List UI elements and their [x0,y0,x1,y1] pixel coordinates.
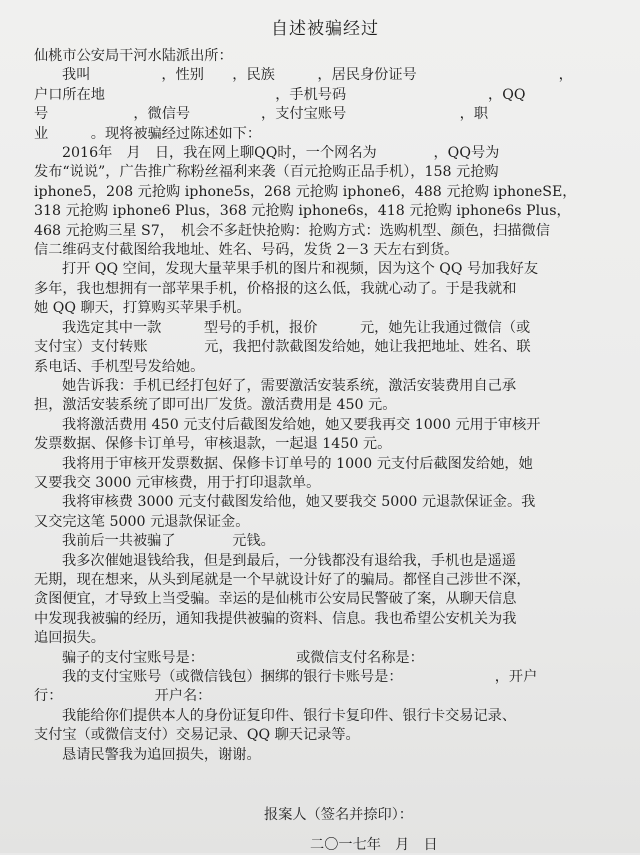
body-line: 我多次催她退钱给我，但是到最后，一分钱都没有退给我，手机也是遥遥 [62,552,517,569]
body-line: 贪图便宜，才导致上当受骗。幸运的是仙桃市公安局民警破了案，从聊天信息 [34,591,517,608]
personal-info-line: 业 。现将被骗经过陈述如下： [34,125,262,142]
body-line: 支付宝（或微信支付）交易记录、QQ 聊天记录等。 [34,727,360,744]
body-line: 2016年 月 日，我在网上聊QQ时，一个网名为 ，QQ号为 [62,145,500,162]
body-line: 信二维码支付截图给我地址、姓名、号码，发货 2－3 天左右到货。 [34,242,459,259]
body-line: 打开 QQ 空间，发现大量苹果手机的图片和视频，因为这个 QQ 号加我好友 [62,261,539,278]
date-line: 二〇一七年 月 日 [310,837,438,854]
body-line: 无期，现在想来，从头到尾就是一个早就设计好了的骗局。都怪自己涉世不深， [34,571,531,588]
body-line: 系电话、手机型号发给她。 [34,358,205,375]
personal-info-line: 我叫 ，性别 ，民族 ，居民身份证号 ， [62,67,573,84]
body-line: 她 QQ 聊天，打算购买苹果手机。 [34,300,251,317]
body-line: 468 元抢购三星 S7， 机会不多赶快抢购：抢购方式：选购机型、颜色，扫描微信 [34,222,550,239]
body-line: 又要我交 3000 元审核费，用于打印退款单。 [34,474,321,491]
body-line: 发布“说说”，广告推广称粉丝福利来袭（百元抢购正品手机），158 元抢购 [34,164,499,181]
body-line: 又交完这笔 5000 元退款保证金。 [34,513,250,530]
body-line: 我前后一共被骗了 元钱。 [62,533,275,550]
body-line: 我将用于审核开发票数据、保修卡订单号的 1000 元支付后截图发给她，她 [62,455,533,472]
body-line: 318 元抢购 iphone6 Plus，368 元抢购 iphone6s，418 元抢购 iphone6s Plus， [34,203,571,220]
body-line: 追回损失。 [34,630,105,647]
body-line: 我选定其中一款 型号的手机，报价 元，她先让我通过微信（或 [62,319,531,336]
account-info-line: 我的支付宝账号（或微信钱包）捆绑的银行卡账号是： ，开户 [62,669,538,685]
personal-info-line: 号 ，微信号 ，支付宝账号 ，职 [34,106,489,123]
account-info-line: 行： 开户名： [34,688,212,705]
body-line: 多年，我也想拥有一部苹果手机，价格报的这么低，我就心动了。于是我就和 [34,280,517,297]
body-line: 中发现我被骗的经历，通知我提供被骗的资料、信息。我也希望公安机关为我 [34,610,517,627]
personal-info-line: 户口所在地 ，手机号码 ，QQ [34,86,526,103]
body-line: 担，激活安装系统了即可出厂发货。激活费用是 450 元。 [34,397,397,414]
body-line: 我将激活费用 450 元支付后截图发给她，她又要我再交 1000 元用于审核开 [62,416,541,433]
document-title: 自述被骗经过 [271,19,379,39]
body-line: 她告诉我：手机已经打包好了，需要激活安装系统，激活安装费用自己承 [62,377,517,394]
body-line: 发票数据、保修卡订单号，审核退款，一起退 1450 元。 [34,436,392,453]
signature-label: 报案人（签名并捺印）： [264,807,413,824]
addressee-line: 仙桃市公安局干河水陆派出所： [34,48,233,64]
body-line: 我将审核费 3000 元支付截图发给他，她又要我交 5000 元退款保证金。我 [62,494,536,511]
body-line: 支付宝）支付转账 元，我把付款截图发给她，她让我把地址、姓名、联 [34,339,531,356]
closing-line: 恳请民警我为追回损失，谢谢。 [62,746,261,763]
account-info-line: 骗子的支付宝账号是： 或微信支付名称是： [62,649,424,666]
body-line: 我能给你们提供本人的身份证复印件、银行卡复印件、银行卡交易记录、 [62,707,517,724]
body-line: iphone5，208 元抢购 iphone5s，268 元抢购 iphone6，488 元抢购 iphoneSE， [34,183,577,200]
